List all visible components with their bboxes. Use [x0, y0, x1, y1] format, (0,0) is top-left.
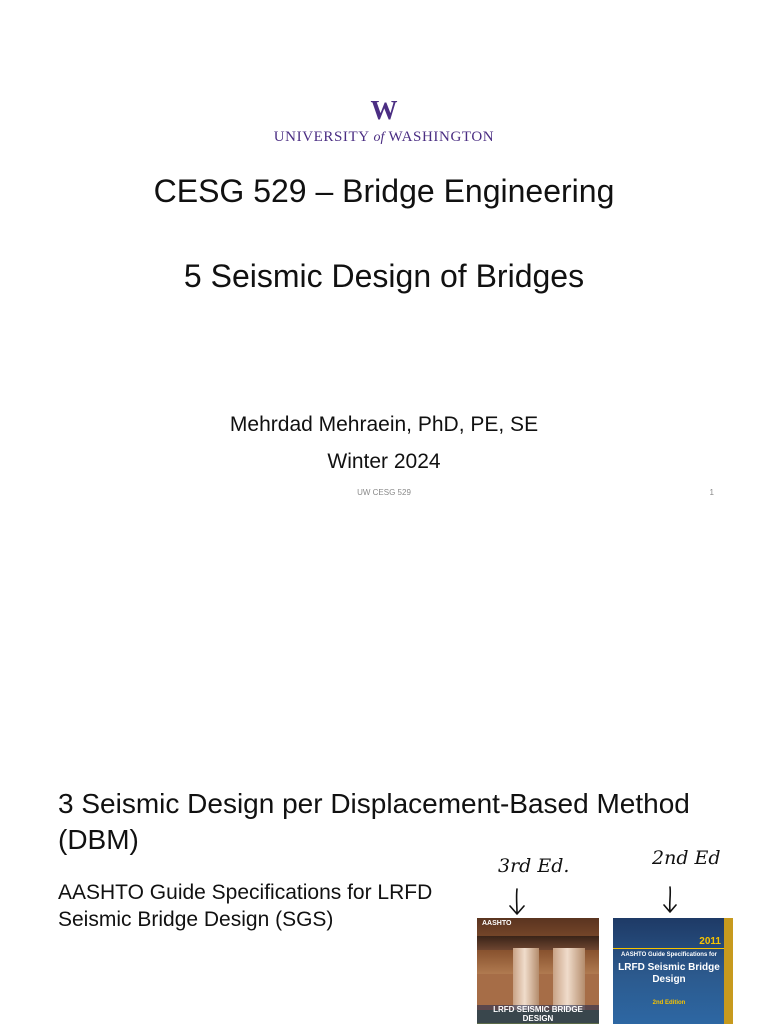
uw-logo-w: W	[370, 95, 398, 125]
annotation-2nd-ed: 2nd Ed	[652, 847, 721, 869]
book2-spine	[724, 918, 733, 1024]
book-cover-2nd-edition	[613, 918, 733, 1024]
uw-wordmark	[0, 129, 768, 146]
term: Winter 2024	[327, 450, 441, 473]
slide2-title: 3 Seismic Design per Displacement-Based Method (DBM)	[58, 788, 690, 855]
author-name: Mehrdad Mehraein, PhD, PE, SE	[229, 413, 539, 436]
book1-title: LRFD SEISMIC BRIDGE DESIGN	[477, 1005, 599, 1023]
book-cover-3rd-edition	[477, 918, 599, 1024]
uw-wordmark-prefix: UNIVERSITY	[273, 129, 370, 145]
down-arrow-icon	[505, 887, 529, 917]
book1-brand: AASHTO	[482, 920, 512, 927]
slide-footer: UW CESG 529	[357, 488, 411, 497]
book2-edition: 2nd Edition	[652, 1000, 686, 1006]
course-title: CESG 529 – Bridge Engineering	[153, 173, 615, 209]
slide2-subtitle: AASHTO Guide Specifications for LRFD Seismic Bridge Design (SGS)	[58, 881, 433, 931]
annotation-3rd-ed: 3rd Ed.	[498, 855, 570, 877]
down-arrow-icon	[658, 885, 682, 915]
page-number: 1	[709, 488, 714, 497]
uw-wordmark-of: of	[373, 130, 385, 145]
uw-wordmark-suffix: WASHINGTON	[388, 129, 495, 145]
book2-title: LRFD Seismic Bridge Design	[618, 962, 720, 985]
lecture-title: 5 Seismic Design of Bridges	[183, 258, 585, 294]
book2-year: 2011	[699, 936, 721, 947]
book2-header: AASHTO Guide Specifications for	[621, 952, 717, 958]
book2-band	[613, 948, 724, 949]
